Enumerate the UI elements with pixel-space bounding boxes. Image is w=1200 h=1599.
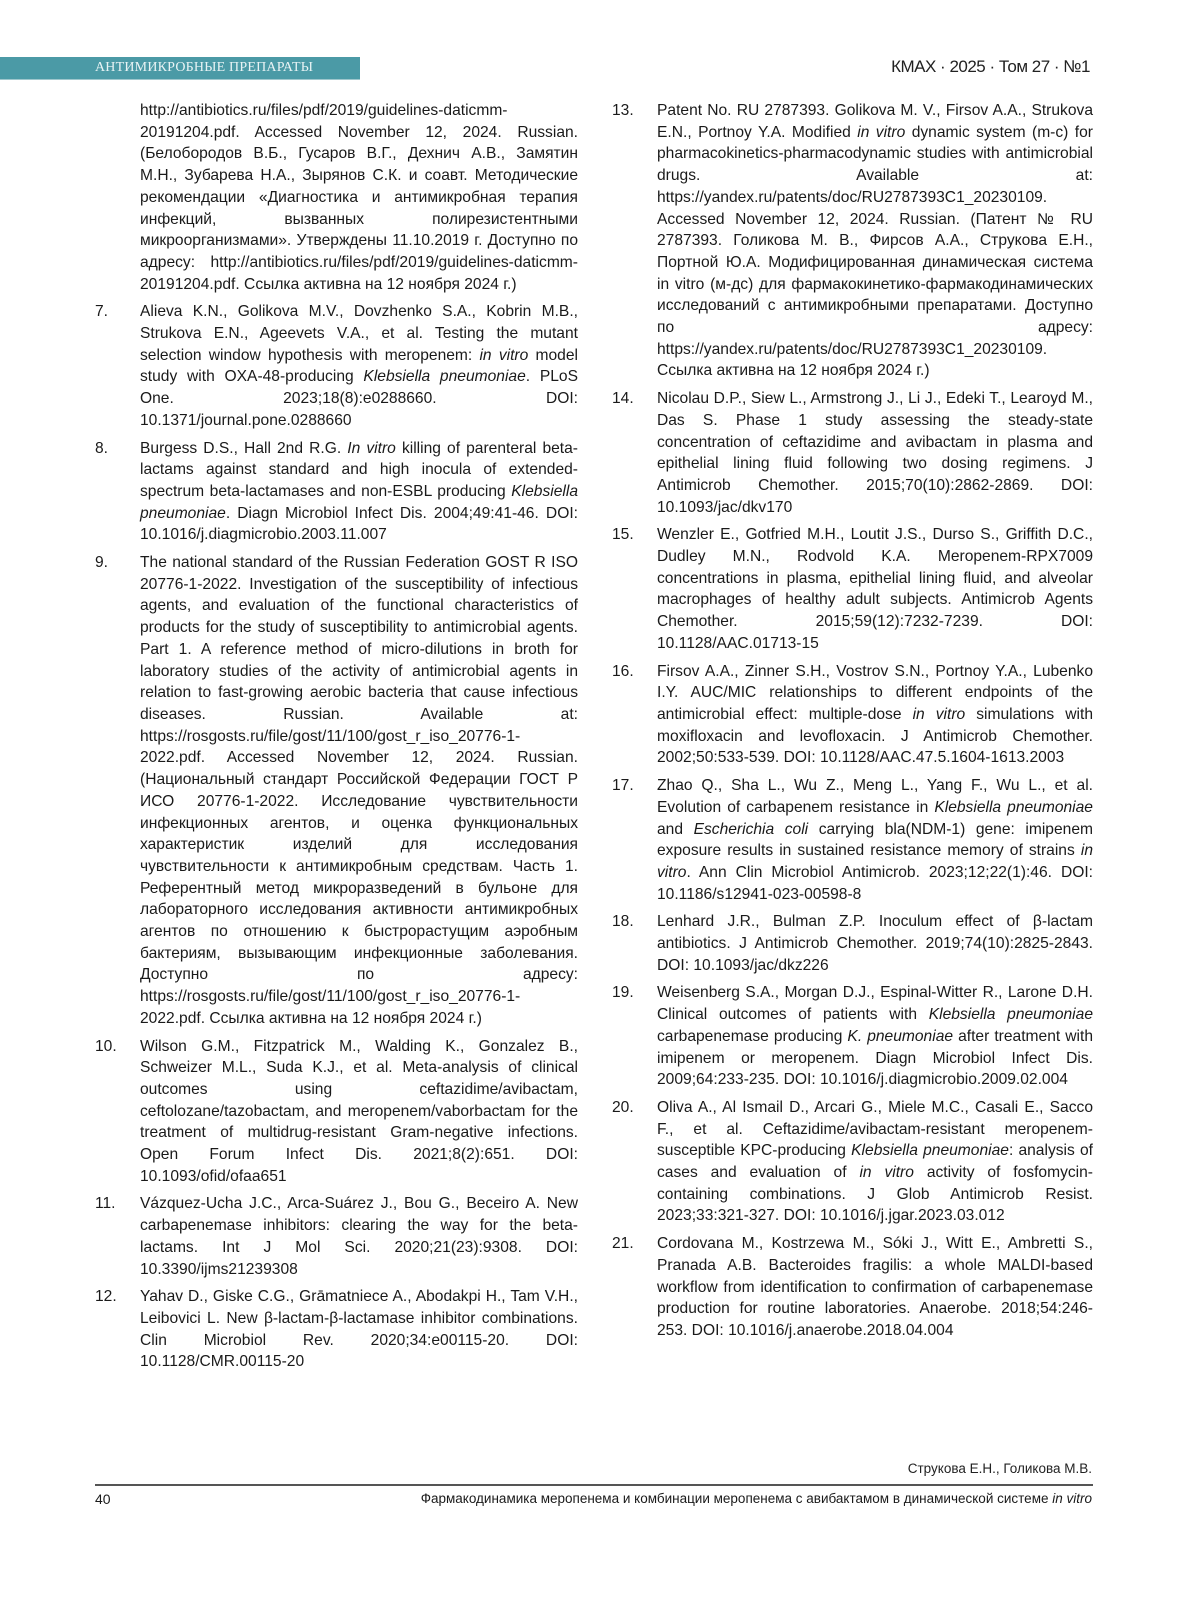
reference-item (612, 1233, 1093, 1342)
article-title (421, 1491, 1092, 1506)
text-run: dynamic system (m-c) for pharmacokinetics-pharmacodynamic studies with antimicrobial drugs. Available at: https://yandex.ru/patents/doc/RU2787393C1_20230109. Accessed November 12, 2024. Russian. (Патент № RU 2787393. Голикова М. В., Фирсов А.А., Струкова Е.Н., Портной Ю.А. Модифицированная динамическая система in vitro (м-дс) для фармакокинетико-фармакодинамических исследований с антимикробными препаратами. Доступно по адресу: https://yandex.ru/patents/doc/RU2787393C1_20230109. Ссылка активна на 12 ноября 2024 г.) (657, 124, 1093, 380)
text-run: Weisenberg S.A., Morgan D.J., Espinal-Witter R., Larone D.H. Clinical outcomes of patients with (657, 984, 1093, 1023)
reference-item (95, 301, 578, 431)
reference-item (612, 911, 1093, 976)
reference-number: 14. (612, 388, 634, 410)
italic-text: In vitro (347, 440, 396, 457)
reference-number: 18. (612, 911, 634, 933)
reference-number: 8. (95, 438, 108, 460)
text-run: The national standard of the Russian Federation GOST R ISO 20776-1-2022. Investigation of the susceptibility of infectious agents, and evaluation of the functional characteristics of products for the study of susceptibility to antimicrobial agents. Part 1. A reference method of micro-dilutions in broth for laboratory studies of the activity of antimicrobial agents in relation to fast-growing aerobic bacteria that cause infectious diseases. Russian. Available at: https://rosgosts.ru/file/gost/11/100/gost_r_iso_20776-1-2022.pdf. Accessed November 12, 2024. Russian. (Национальный стандарт Российской Федерации ГОСТ Р ИСО 20776-1-2022. Исследование чувствительности инфекционных агентов, и оценка функциональных характеристик изделий для исследования чувствительности к антимикробным средствам. Часть 1. Референтный метод микроразведений в бульоне для лабораторного исследования активности антимикробных агентов по отношению к быстрорастущим аэробным бактериям, вызывающим инфекционные заболевания. Доступно по адресу: https://rosgosts.ru/file/gost/11/100/gost_r_iso_20776-1-2022.pdf. Ссылка активна на 12 ноября 2024 г.) (140, 554, 578, 1027)
text-run: . Ann Clin Microbiol Antimicrob. 2023;12;22(1):46. DOI: 10.1186/s12941-023-00598-8 (657, 864, 1093, 903)
reference-item (95, 1036, 578, 1188)
text-run: simulations with moxifloxacin and levofloxacin. J Antimicrob Chemother. 2002;50:533-539. DOI: 10.1128/AAC.47.5.1604-1613.2003 (657, 706, 1093, 766)
reference-item (95, 438, 578, 547)
reference-number: 10. (95, 1036, 117, 1058)
references-left-column (95, 100, 578, 1379)
text-run: . PLoS One. 2023;18(8):e0288660. DOI: 10.1371/journal.pone.0288660 (140, 368, 578, 428)
reference-item (612, 524, 1093, 654)
reference-item (612, 1097, 1093, 1227)
italic-text: Escherichia coli (694, 821, 809, 838)
reference-item (95, 552, 578, 1029)
reference-item (95, 100, 578, 295)
text-run: Фармакодинамика меропенема и комбинации меропенема с авибактамом в динамической системе (421, 1491, 1053, 1506)
text-run: killing of parenteral beta-lactams against standard and high inocula of extended-spectrum beta-lactamases and non-ESBL producing (140, 440, 578, 500)
text-run: Wenzler E., Gotfried M.H., Loutit J.S., Durso S., Griffith D.C., Dudley M.N., Rodvold K.A. Meropenem-RPX7009 concentrations in plasma, epithelial lining fluid, and alveolar macrophages of healthy adult subjects. Antimicrob Agents Chemother. 2015;59(12):7232-7239. DOI: 10.1128/AAC.01713-15 (657, 526, 1093, 652)
reference-number: 19. (612, 982, 634, 1004)
italic-text: in vitro (913, 706, 966, 723)
reference-number: 13. (612, 100, 634, 122)
italic-text: Klebsiella pneumoniae (851, 1142, 1009, 1159)
text-run: Firsov A.A., Zinner S.H., Vostrov S.N., Portnoy Y.A., Lubenko I.Y. AUC/MIC relationships to different endpoints of the antimicrobial effect: multiple-dose (657, 663, 1093, 723)
reference-number: 9. (95, 552, 108, 574)
reference-item (612, 100, 1093, 382)
text-run: model study with OXA-48-producing (140, 347, 578, 386)
reference-number: 20. (612, 1097, 634, 1119)
italic-text: Klebsiella pneumoniae (363, 368, 525, 385)
text-run: Yahav D., Giske C.G., Grāmatniece A., Abodakpi H., Tam V.H., Leibovici L. New β-lactam-β-lactamase inhibitor combinations. Clin Microbiol Rev. 2020;34:e00115-20. DOI: 10.1128/CMR.00115-20 (140, 1288, 578, 1370)
italic-text: in vitro (479, 347, 528, 364)
reference-number: 21. (612, 1233, 634, 1255)
reference-item (612, 661, 1093, 770)
reference-number: 12. (95, 1286, 117, 1308)
footer-divider (95, 1484, 1093, 1486)
text-run: : analysis of cases and evaluation of (657, 1142, 1093, 1181)
italic-text: in vitro (1052, 1491, 1092, 1506)
reference-number: 15. (612, 524, 634, 546)
text-run: after treatment with imipenem or meropenem. Diagn Microbiol Infect Dis. 2009;64:233-235. DOI: 10.1016/j.diagmicrobio.2009.02.004 (657, 1028, 1093, 1088)
text-run: carrying bla(NDM-1) gene: imipenem exposure results in sustained resistance memory of strains (657, 821, 1093, 860)
references-right-column (612, 100, 1093, 1348)
text-run: Alieva K.N., Golikova M.V., Dovzhenko S.A., Kobrin M.B., Strukova E.N., Ageevets V.A., et al. Testing the mutant selection window hypothesis with meropenem: (140, 303, 578, 363)
section-title: АНТИМИКРОБНЫЕ ПРЕПАРАТЫ (95, 60, 313, 76)
italic-text: K. pneumoniae (847, 1028, 953, 1045)
italic-text: in vitro (657, 842, 1093, 881)
italic-text: in vitro (857, 124, 905, 141)
italic-text: in vitro (859, 1164, 914, 1181)
text-run: and (657, 821, 694, 838)
text-run: Wilson G.M., Fitzpatrick M., Walding K., Gonzalez B., Schweizer M.L., Suda K.J., et al. Meta-analysis of clinical outcomes using ceftazidime/avibactam, ceftolozane/tazobactam, and meropenem/vaborbactam for the treatment of multidrug-resistant Gram-negative infections. Open Forum Infect Dis. 2021;8(2):651. DOI: 10.1093/ofid/ofaa651 (140, 1038, 578, 1185)
text-run: activity of fosfomycin-containing combinations. J Glob Antimicrob Resist. 2023;33:321-327. DOI: 10.1016/j.jgar.2023.03.012 (657, 1164, 1093, 1224)
reference-number: 17. (612, 775, 634, 797)
text-run: http://antibiotics.ru/files/pdf/2019/guidelines-daticmm-20191204.pdf. Accessed November 12, 2024. Russian. (Белобородов В.Б., Гусаров В.Г., Дехнич А.В., Замятин М.Н., Зубарева Н.А., Зырянов С.К. и соавт. Методические рекомендации «Диагностика и антимикробная терапия инфекций, вызванных полирезистентными микроорганизмами». Утверждены 11.10.2019 г. Доступно по адресу: http://antibiotics.ru/files/pdf/2019/guidelines-daticmm-20191204.pdf. Ссылка активна на 12 ноября 2024 г.) (140, 102, 578, 293)
text-run: Zhao Q., Sha L., Wu Z., Meng L., Yang F., Wu L., et al. Evolution of carbapenem resistance in (657, 777, 1093, 816)
text-run: carbapenemase producing (657, 1028, 847, 1045)
footer-authors: Струкова Е.Н., Голикова М.В. (908, 1461, 1092, 1476)
text-run: Oliva A., Al Ismail D., Arcari G., Miele M.C., Casali E., Sacco F., et al. Ceftazidime/avibactam-resistant meropenem-susceptible KPC-producing (657, 1099, 1093, 1159)
journal-issue: КМАХ · 2025 · Том 27 · №1 (891, 57, 1090, 77)
reference-item (612, 982, 1093, 1091)
italic-text: Klebsiella pneumoniae (929, 1006, 1093, 1023)
reference-number: 7. (95, 301, 108, 323)
reference-item (612, 388, 1093, 518)
text-run: Patent No. RU 2787393. Golikova M. V., Firsov A.A., Strukova E.N., Portnoy Y.A. Modified (657, 102, 1093, 141)
text-run: Cordovana M., Kostrzewa M., Sóki J., Witt E., Ambretti S., Pranada A.B. Bacteroides fragilis: a whole MALDI-based workflow from identification to confirmation of carbapenemase production for routine laboratories. Anaerobe. 2018;54:246-253. DOI: 10.1016/j.anaerobe.2018.04.004 (657, 1235, 1093, 1339)
text-run: Vázquez-Ucha J.C., Arca-Suárez J., Bou G., Beceiro A. New carbapenemase inhibitors: clearing the way for the beta-lactams. Int J Mol Sci. 2020;21(23):9308. DOI: 10.3390/ijms21239308 (140, 1195, 578, 1277)
italic-text: Klebsiella pneumoniae (934, 799, 1093, 816)
reference-item (612, 775, 1093, 905)
text-run: Lenhard J.R., Bulman Z.P. Inoculum effect of β-lactam antibiotics. J Antimicrob Chemother. 2019;74(10):2825-2843. DOI: 10.1093/jac/dkz226 (657, 913, 1093, 973)
text-run: Nicolau D.P., Siew L., Armstrong J., Li J., Edeki T., Learoyd M., Das S. Phase 1 study assessing the steady-state concentration of ceftazidime and avibactam in plasma and epithelial lining fluid following two dosing regimens. J Antimicrob Chemother. 2015;70(10):2862-2869. DOI: 10.1093/jac/dkv170 (657, 390, 1093, 516)
text-run: . Diagn Microbiol Infect Dis. 2004;49:41-46. DOI: 10.1016/j.diagmicrobio.2003.11.007 (140, 505, 578, 544)
section-banner (0, 57, 360, 80)
reference-item (95, 1193, 578, 1280)
reference-number: 11. (95, 1193, 116, 1215)
reference-number: 16. (612, 661, 634, 683)
reference-item (95, 1286, 578, 1373)
text-run: Burgess D.S., Hall 2nd R.G. (140, 440, 347, 457)
page-number: 40 (95, 1491, 111, 1507)
italic-text: Klebsiella pneumoniae (140, 483, 578, 522)
